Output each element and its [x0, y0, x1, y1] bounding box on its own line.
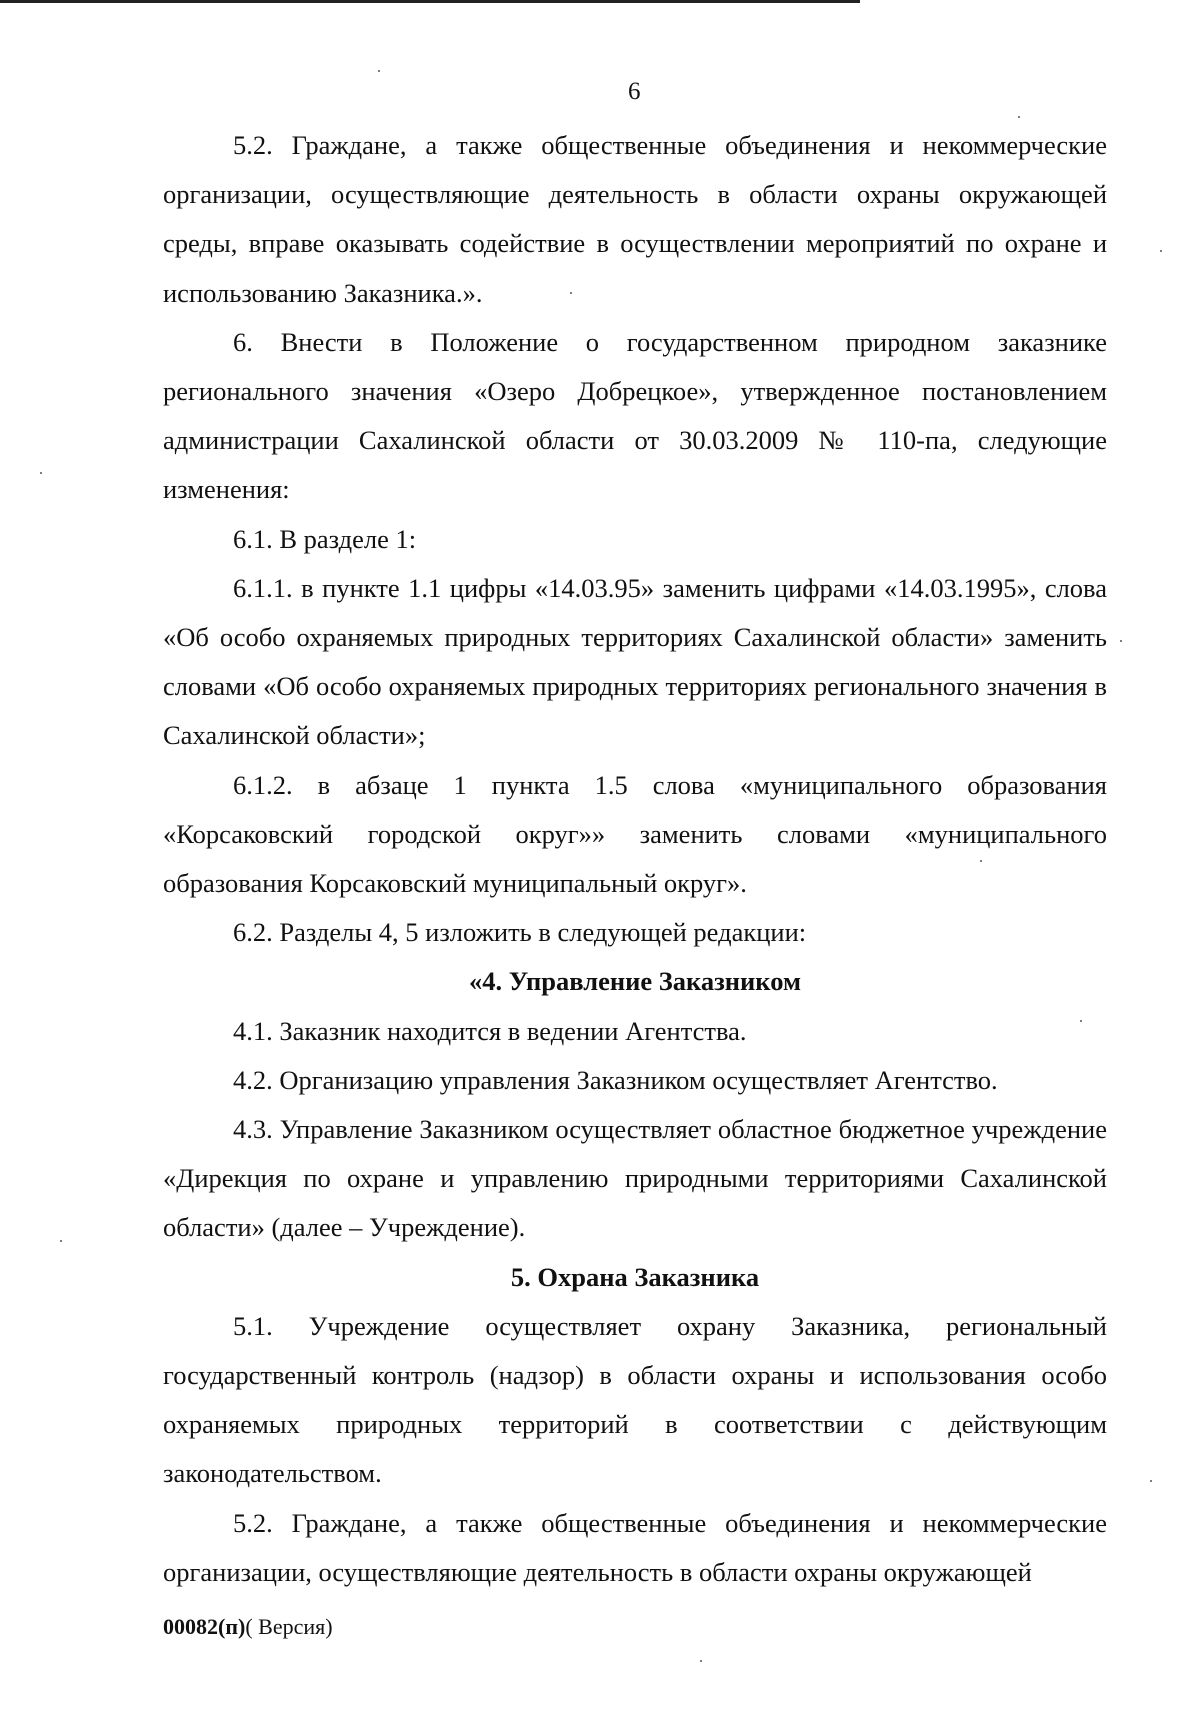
top-border-line [0, 0, 860, 3]
section-heading-4: «4. Управление Заказником [468, 966, 802, 997]
paragraph-4-2: 4.2. Организацию управления Заказником осуществляет Агентство. [233, 1064, 998, 1095]
paragraph-5-1: 5.1. Учреждение осуществляет охрану Заказника, региональный государственный контроль (надзор) в области охраны и использования особо охраняемых природных территорий в соответствии с действующим законодательством. [163, 1310, 1107, 1489]
paragraph-5-2-repeat: 5.2. Граждане, а также общественные объединения и некоммерческие организации, осуществляющие деятельность в области охраны окружающей [163, 1507, 1107, 1587]
paragraph-4-3: 4.3. Управление Заказником осуществляет областное бюджетное учреждение «Дирекция по охране и управлению природными территориями Сахалинской области» (далее – Учреждение). [163, 1114, 1107, 1243]
document-footer [163, 1614, 333, 1640]
paragraph-5-2-citizens: 5.2. Граждане, а также общественные объединения и некоммерческие организации, осуществляющие деятельность в области охраны окружающей среды, вправе оказывать содействие в осуществлении мероприятий по охране и использованию Заказника.». [163, 130, 1107, 308]
paragraph-6-1: 6.1. В разделе 1: [233, 523, 417, 554]
document-code: 00082(п) [163, 1614, 246, 1639]
paragraph-6-1-2: 6.1.2. в абзаце 1 пункта 1.5 слова «муниципального образования «Корсаковский городской округ»» заменить словами «муниципального образования Корсаковский муниципальный округ». [163, 769, 1107, 899]
scan-speck [1080, 1020, 1082, 1022]
paragraph-4-1: 4.1. Заказник находится в ведении Агентства. [233, 1015, 747, 1046]
paragraph-6-1-1: 6.1.1. в пункте 1.1 цифры «14.03.95» заменить цифрами «14.03.1995», слова «Об особо охраняемых природных территориях Сахалинской области» заменить словами «Об особо охраняемых природных территориях регионального значения в Сахалинской области»; [163, 572, 1107, 751]
scan-speck [1120, 640, 1122, 642]
scan-speck [378, 70, 380, 72]
section-heading-5: 5. Охрана Заказника [510, 1261, 760, 1292]
scan-speck [40, 472, 42, 474]
document-body [163, 121, 1107, 1597]
paragraph-6-amend-regulation: 6. Внести в Положение о государственном природном заказнике регионального значения «Озеро Добрецкое», утвержденное постановлением администрации Сахалинской области от 30.03.2009 № 110-па, следующие изменения: [163, 326, 1107, 505]
scan-speck [700, 1660, 702, 1662]
scan-speck [980, 860, 982, 862]
paragraph-6-2: 6.2. Разделы 4, 5 изложить в следующей редакции: [233, 917, 807, 948]
document-version: ( Версия) [245, 1614, 333, 1639]
scan-speck [60, 1240, 62, 1242]
scan-speck [570, 292, 572, 294]
scan-speck [1150, 1480, 1152, 1482]
page-number: 6 [628, 78, 641, 105]
scan-speck [1160, 250, 1162, 252]
scan-speck [1018, 116, 1020, 118]
